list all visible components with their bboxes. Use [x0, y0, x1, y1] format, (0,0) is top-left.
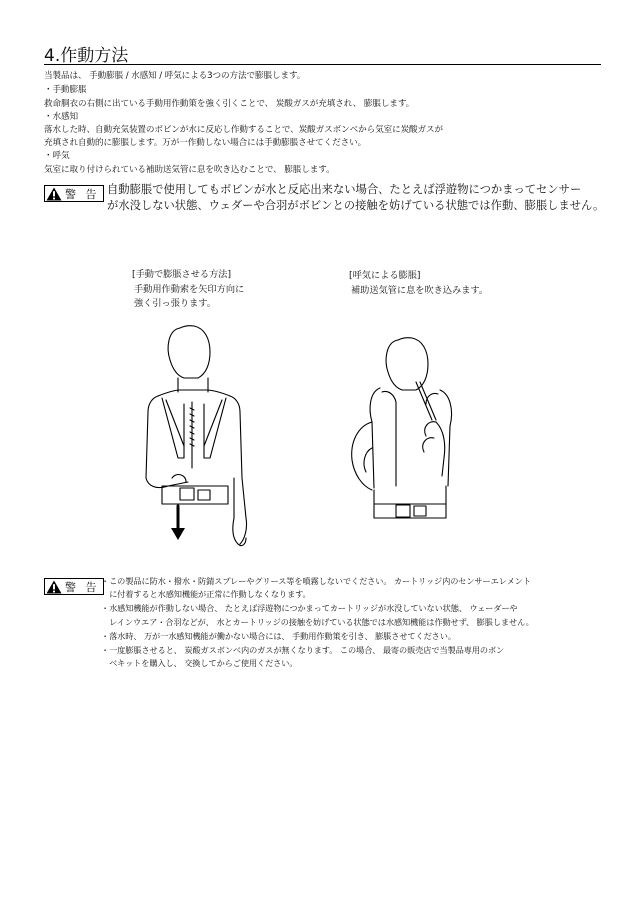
- title-rule: [44, 64, 601, 65]
- note-line: ・この製品に防水・撥水・防錆スプレーやグリース等を噴霧しないでください。 カートリッジ内のセンサーエレメント: [101, 576, 531, 586]
- warning-text-line: が水没しない状態、ウェダーや合羽がボビンとの接触を妨げている状態では作動、膨脹しません。: [107, 199, 605, 212]
- note-line: ・一度膨脹させると、 炭酸ガスボンベ内のガスが無くなります。 この場合、 最寄の販売店で当製品専用のボン: [101, 645, 505, 655]
- figure-right-caption-line: 補助送気管に息を吹き込みます。: [351, 285, 489, 296]
- intro-line: 救命胴衣の右側に出ている手動用作動策を強く引くことで、 炭酸ガスが充填され、 膨脹します。: [44, 99, 415, 109]
- notes-warning-label: 警 告: [65, 580, 100, 594]
- section-title: 4.作動方法: [44, 46, 129, 66]
- intro-line: 当製品は、 手動膨脹 / 水感知 / 呼気による3つの方法で膨脹します。: [44, 71, 306, 81]
- intro-line: 気室に取り付けられている補助送気管に息を吹き込むことで、 膨脹します。: [44, 165, 335, 175]
- warning-triangle-icon: [46, 187, 62, 201]
- warning-badge: [44, 185, 104, 202]
- warning-label: 警 告: [65, 187, 100, 201]
- note-line: レインウエア・合羽などが、 水とカートリッジの接触を妨げている状態では水感知機能は作動せず、 膨脹しません。: [101, 617, 534, 627]
- figure-right-caption-title: [呼気による膨脹]: [349, 270, 421, 281]
- warning-triangle-icon: [46, 580, 62, 594]
- figure-left-caption-line: 強く引っ張ります。: [134, 298, 216, 309]
- note-line: ・水感知機能が作動しない場合、 たとえば浮遊物につかまってカートリッジが水没していない状態、 ウェーダーや: [101, 603, 518, 613]
- manual-inflation-figure: [146, 326, 247, 546]
- intro-line: 落水した時、自動充気装置のボビンが水に反応し作動することで、炭酸ガスボンベから気室に炭酸ガスが: [44, 125, 444, 135]
- intro-line: 充填され自動的に膨脹します。万が一作動しない場合には手動膨脹させてください。: [44, 138, 367, 148]
- figure-left-caption-line: 手動用作動索を矢印方向に: [134, 284, 245, 295]
- figure-left-caption-title: [手動で膨脹させる方法]: [132, 269, 232, 280]
- oral-inflation-figure: [352, 338, 452, 518]
- inflation-illustration: [128, 318, 518, 564]
- intro-line: ・水感知: [44, 112, 78, 122]
- warning-text-line: 自動膨脹で使用してもボビンが水と反応出来ない場合、たとえば浮遊物につかまってセンサー: [107, 183, 582, 196]
- notes-warning-badge: [44, 578, 104, 595]
- note-line: ベキットを購入し、 交換してからご使用ください。: [101, 658, 298, 668]
- intro-line: ・手動膨脹: [44, 85, 87, 95]
- intro-line: ・呼気: [44, 151, 70, 161]
- note-line: ・落水時、 万が一水感知機能が働かない場合には、 手動用作動策を引き、 膨脹させてください。: [101, 631, 456, 641]
- note-line: に付着すると水感知機能が正常に作動しなくなります。: [101, 589, 311, 599]
